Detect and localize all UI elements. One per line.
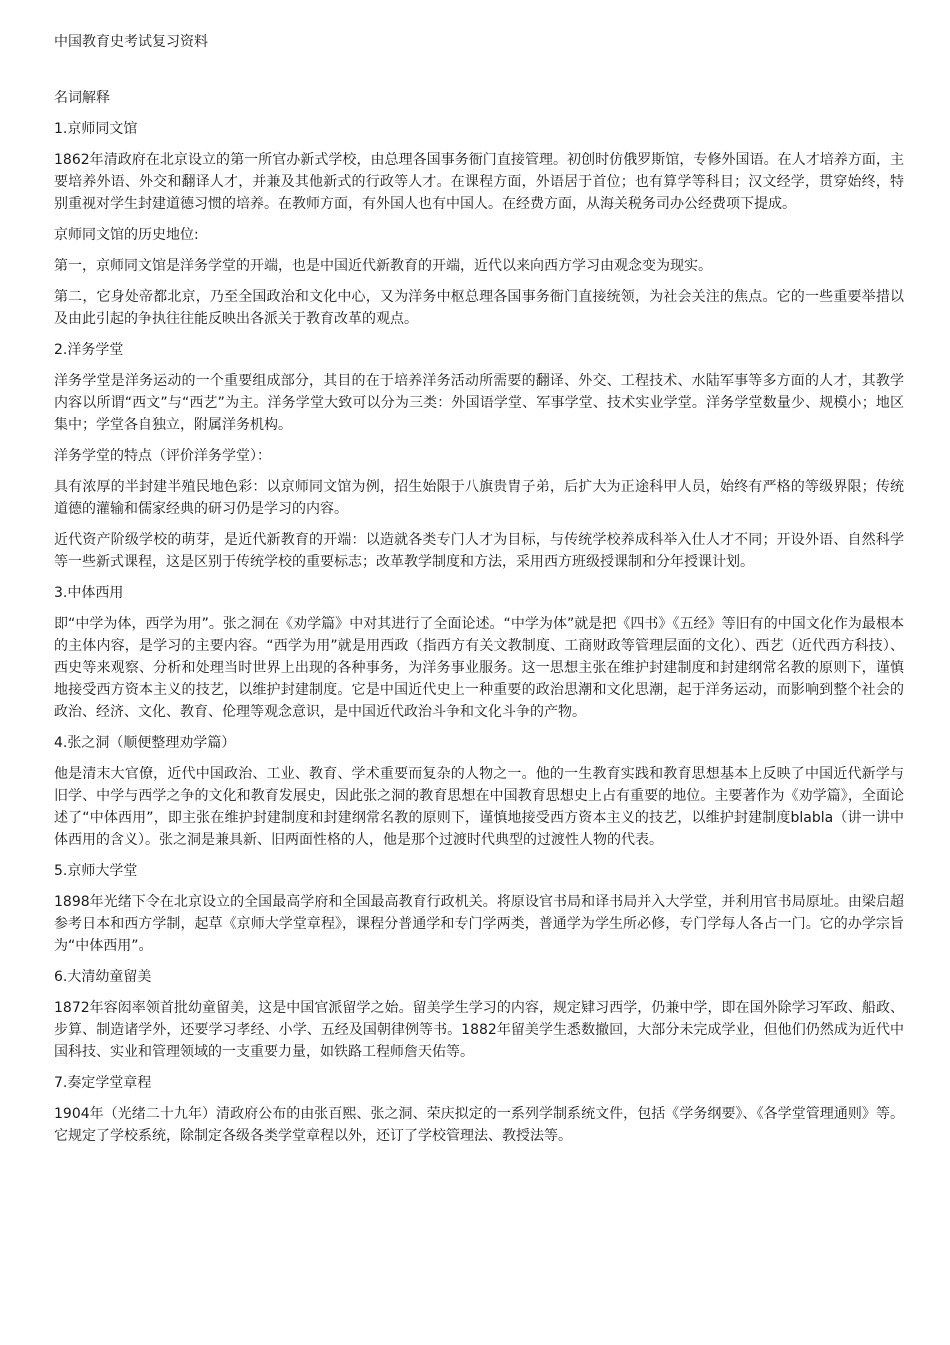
term-2-point-2: 近代资产阶级学校的萌芽，是近代新教育的开端：以造就各类专门人才为目标，与传统学校养成科举入仕人才不同；开设外语、自然科学等一些新式课程，这是区别于传统学校的重要标志；改革教学制度和方法，采用西方班级授课制和分年授课计划。 xyxy=(54,532,904,570)
document-page xyxy=(54,31,904,1156)
term-2-definition: 洋务学堂是洋务运动的一个重要组成部分，其目的在于培养洋务活动所需要的翻译、外交、工程技术、水陆军事等多方面的人才，其教学内容以所谓“西文”与“西艺”为主。洋务学堂大致可以分为三类：外国语学堂、军事学堂、技术实业学堂。洋务学堂数量少、规模小；地区集中；学堂各自独立，附属洋务机构。 xyxy=(54,373,904,433)
term-4-definition: 他是清末大官僚，近代中国政治、工业、教育、学术重要而复杂的人物之一。他的一生教育实践和教育思想基本上反映了中国近代新学与旧学、中学与西学之争的文化和教育发展史，因此张之洞的教育思想在中国教育思想史上占有重要的地位。主要著作为《劝学篇》，全面论述了“中体西用”，即主张在维护封建制度和封建纲常名教的原则下，谨慎地接受西方资本主义的技艺，以维护封建制度blabla（讲一讲中体西用的含义）。张之洞是兼具新、旧两面性格的人，他是那个过渡时代典型的过渡性人物的代表。 xyxy=(54,766,904,848)
term-heading-5: 5.京师大学堂 xyxy=(54,863,138,879)
term-1-subheading: 京师同文馆的历史地位: xyxy=(54,227,199,243)
term-5-definition: 1898年光绪下令在北京设立的全国最高学府和全国最高教育行政机关。将原设官书局和译书局并入大学堂，并利用官书局原址。由梁启超参考日本和西方学制，起草《京师大学堂章程》，课程分普通学和专门学两类，普通学为学生所必修，专门学每人各占一门。它的办学宗旨为“中体西用”。 xyxy=(54,894,904,954)
term-1-definition: 1862年清政府在北京设立的第一所官办新式学校，由总理各国事务衙门直接管理。初创时仿俄罗斯馆，专修外国语。在人才培养方面，主要培养外语、外交和翻译人才，并兼及其他新式的行政等人才。在课程方面，外语居于首位；也有算学等科目；汉文经学，贯穿始终，特别重视对学生封建道德习惯的培养。在教师方面，有外国人也有中国人。在经费方面，从海关税务司办公经费项下提成。 xyxy=(54,152,904,212)
document-body xyxy=(54,118,904,1147)
term-heading-6: 6.大清幼童留美 xyxy=(54,969,152,985)
term-heading-3: 3.中体西用 xyxy=(54,585,124,601)
term-2-subheading: 洋务学堂的特点（评价洋务学堂）： xyxy=(54,448,271,464)
term-3-definition: 即“中学为体，西学为用”。张之洞在《劝学篇》中对其进行了全面论述。“中学为体”就是把《四书》《五经》等旧有的中国文化作为最根本的主体内容，是学习的主要内容。“西学为用”就是用西政（指西方有关文教制度、工商财政等管理层面的文化）、西艺（近代西方科技）、西史等来观察、分析和处理当时世界上出现的各种事务，为洋务事业服务。这一思想主张在维护封建制度和封建纲常名教的原则下，谨慎地接受西方资本主义的技艺，以维护封建制度。它是中国近代史上一种重要的政治思潮和文化思潮，起于洋务运动，而影响到整个社会的政治、经济、文化、教育、伦理等观念意识，是中国近代政治斗争和文化斗争的产物。 xyxy=(54,616,904,720)
term-heading-1: 1.京师同文馆 xyxy=(54,121,138,137)
term-1-point-1: 第一，京师同文馆是洋务学堂的开端，也是中国近代新教育的开端，近代以来向西方学习由观念变为现实。 xyxy=(54,258,712,274)
term-heading-7: 7.奏定学堂章程 xyxy=(54,1075,152,1091)
term-heading-4: 4.张之洞（顺便整理劝学篇） xyxy=(54,735,236,751)
term-1-point-2: 第二，它身处帝都北京，乃至全国政治和文化中心，又为洋务中枢总理各国事务衙门直接统领，为社会关注的焦点。它的一些重要举措以及由此引起的争执往往能反映出各派关于教育改革的观点。 xyxy=(54,289,904,327)
term-6-definition: 1872年容闳率领首批幼童留美，这是中国官派留学之始。留美学生学习的内容，规定肄习西学，仍兼中学，即在国外除学习军政、船政、步算、制造诸学外，还要学习孝经、小学、五经及国朝律例等书。1882年留美学生悉数撤回，大部分未完成学业，但他们仍然成为近代中国科技、实业和管理领域的一支重要力量，如铁路工程师詹天佑等。 xyxy=(54,1000,904,1060)
section-heading: 名词解释 xyxy=(54,90,110,106)
term-heading-2: 2.洋务学堂 xyxy=(54,342,124,358)
document-title: 中国教育史考试复习资料 xyxy=(54,34,208,50)
term-7-definition: 1904年（光绪二十九年）清政府公布的由张百熙、张之洞、荣庆拟定的一系列学制系统文件，包括《学务纲要》、《各学堂管理通则》等。它规定了学校系统，除制定各级各类学堂章程以外，还订了学校管理法、教授法等。 xyxy=(54,1106,904,1144)
term-2-point-1: 具有浓厚的半封建半殖民地色彩：以京师同文馆为例，招生始限于八旗贵胄子弟，后扩大为正途科甲人员，始终有严格的等级界限；传统道德的灌输和儒家经典的研习仍是学习的内容。 xyxy=(54,479,904,517)
